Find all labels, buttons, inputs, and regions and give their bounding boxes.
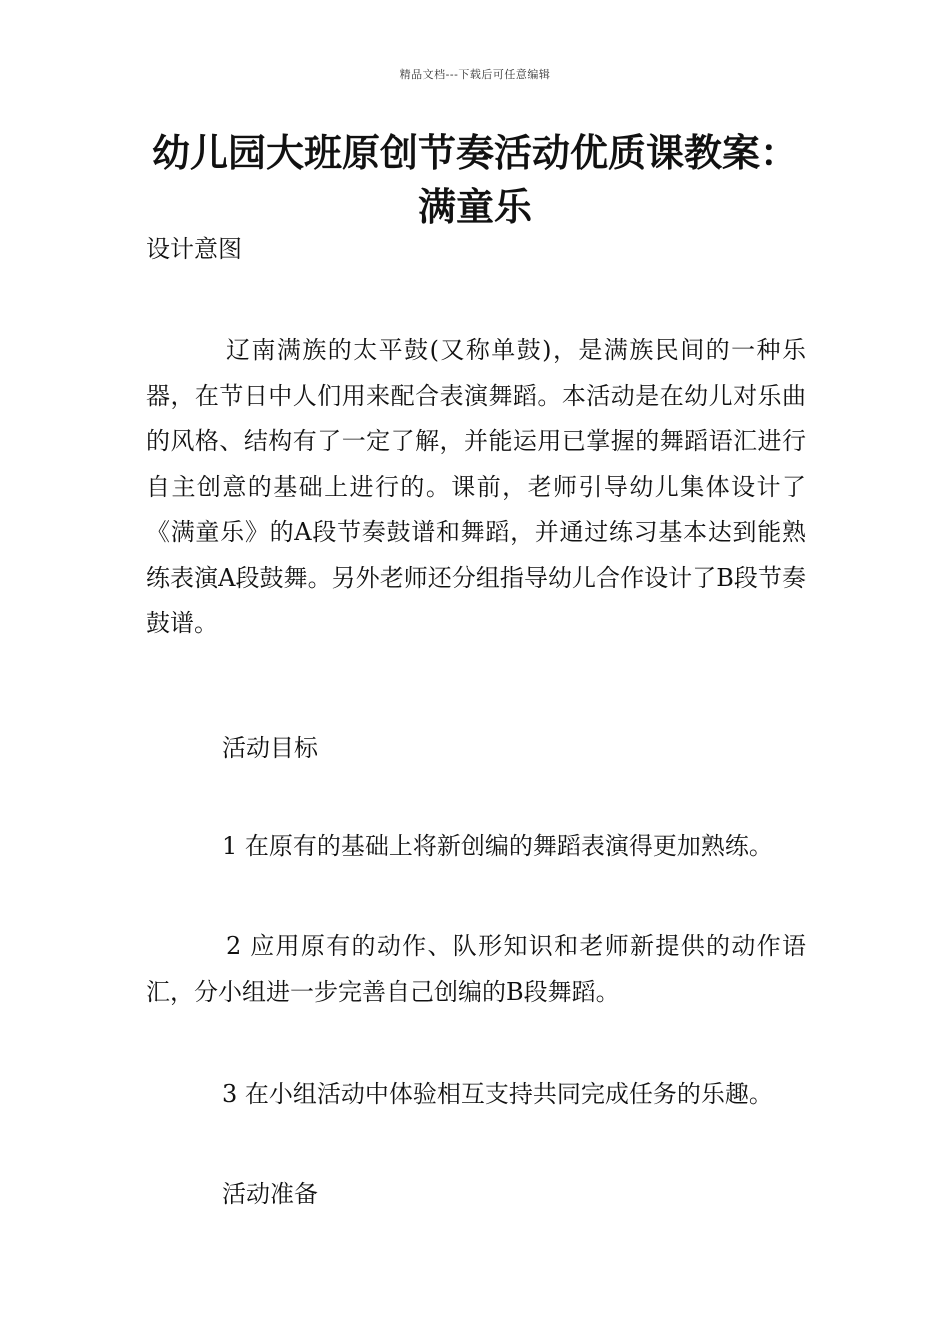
- goals-heading: 活动目标: [222, 734, 318, 762]
- goal-item-1: 1 在原有的基础上将新创编的舞蹈表演得更加熟练。: [222, 832, 773, 860]
- document-title: [120, 126, 830, 234]
- preparation-heading: 活动准备: [222, 1180, 318, 1208]
- intro-paragraph: 辽南满族的太平鼓(又称单鼓)，是满族民间的一种乐器，在节日中人们用来配合表演舞蹈。本活动是在幼儿对乐曲的风格、结构有了一定了解，并能运用已掌握的舞蹈语汇进行自主创意的基础上进行的。课前，老师引导幼儿集体设计了《满童乐》的A段节奏鼓谱和舞蹈，并通过练习基本达到能熟练表演A段鼓舞。另外老师还分组指导幼儿合作设计了B段节奏鼓谱。: [146, 336, 806, 637]
- goal-item-3: 3 在小组活动中体验相互支持共同完成任务的乐趣。: [222, 1080, 773, 1108]
- goal-item-2: 2 应用原有的动作、队形知识和老师新提供的动作语汇，分小组进一步完善自己创编的B段舞蹈。: [146, 932, 806, 1006]
- header-note: 精品文档---下载后可任意编辑: [399, 68, 551, 81]
- design-intent-label: 设计意图: [146, 235, 242, 263]
- title-line-2: 满童乐: [417, 185, 532, 229]
- title-line-1: 幼儿园大班原创节奏活动优质课教案：: [151, 131, 798, 175]
